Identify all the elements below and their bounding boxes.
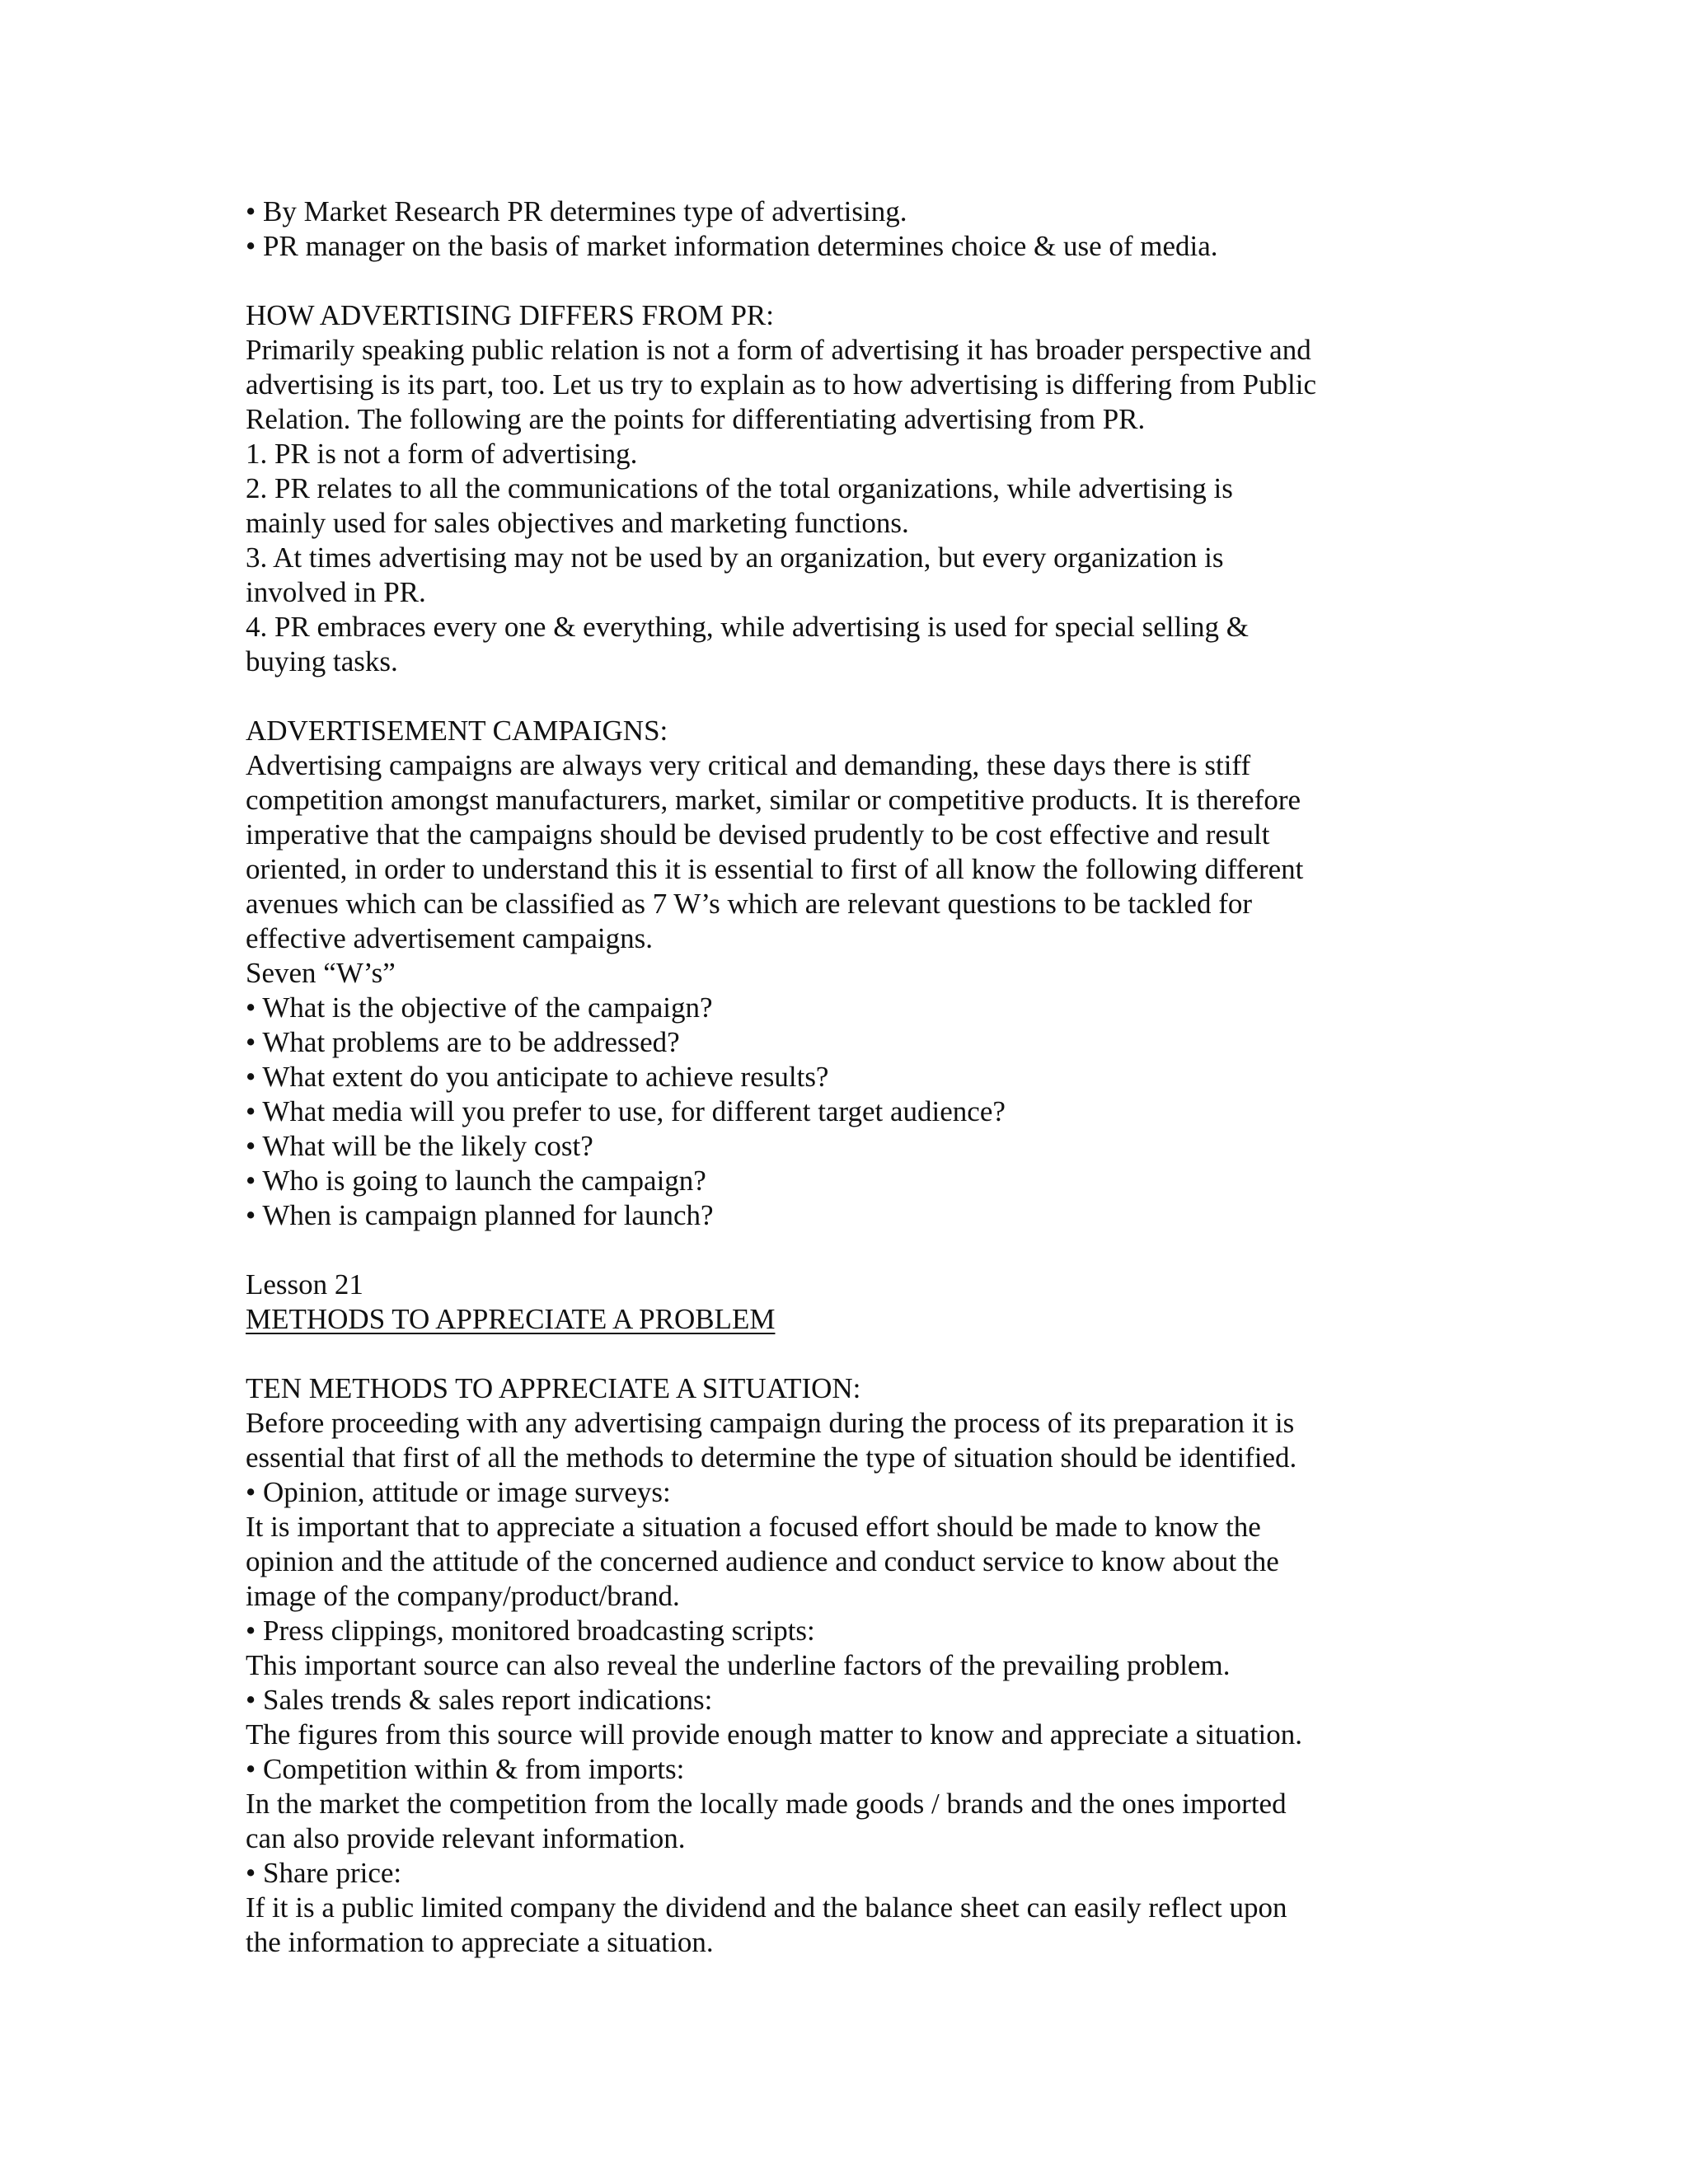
paragraph-line: Primarily speaking public relation is not a form of advertising it has broader perspective and (246, 334, 1311, 366)
paragraph-line: Seven “W’s” (246, 957, 396, 989)
paragraph-line: image of the company/product/brand. (246, 1580, 680, 1612)
bullet-item: • Share price: (246, 1857, 402, 1889)
paragraph-line: can also provide relevant information. (246, 1822, 686, 1854)
bullet-item: • By Market Research PR determines type of advertising. (246, 195, 907, 227)
bullet-item: • What extent do you anticipate to achieve results? (246, 1061, 829, 1093)
bullet-item: • What is the objective of the campaign? (246, 991, 713, 1024)
paragraph-line: essential that first of all the methods to determine the type of situation should be identified. (246, 1441, 1297, 1474)
section-heading: TEN METHODS TO APPRECIATE A SITUATION: (246, 1372, 861, 1404)
bullet-item: • When is campaign planned for launch? (246, 1199, 714, 1231)
paragraph-line: competition amongst manufacturers, market, similar or competitive products. It is therefore (246, 784, 1301, 816)
blank-line (246, 679, 1449, 714)
bullet-item: • Press clippings, monitored broadcasting scripts: (246, 1615, 815, 1647)
numbered-item: 1. PR is not a form of advertising. (246, 438, 638, 470)
paragraph-line: imperative that the campaigns should be devised prudently to be cost effective and result (246, 818, 1270, 851)
bullet-item: • What will be the likely cost? (246, 1130, 593, 1162)
paragraph-line: This important source can also reveal the underline factors of the prevailing problem. (246, 1649, 1231, 1681)
bullet-item: • Sales trends & sales report indications: (246, 1684, 713, 1716)
bullet-item: • Opinion, attitude or image surveys: (246, 1476, 671, 1508)
paragraph-line: opinion and the attitude of the concerned audience and conduct service to know about the (246, 1545, 1279, 1577)
bullet-item: • Who is going to launch the campaign? (246, 1165, 706, 1197)
document-body (246, 194, 1449, 1960)
paragraph-line: The figures from this source will provide enough matter to know and appreciate a situation. (246, 1718, 1302, 1750)
bullet-item: • What problems are to be addressed? (246, 1026, 680, 1058)
paragraph-line: mainly used for sales objectives and marketing functions. (246, 507, 909, 539)
bullet-item: • What media will you prefer to use, for different target audience? (246, 1095, 1006, 1127)
numbered-item: 2. PR relates to all the communications of the total organizations, while advertising is (246, 472, 1233, 504)
bullet-item: • PR manager on the basis of market information determines choice & use of media. (246, 230, 1218, 262)
paragraph-line: If it is a public limited company the dividend and the balance sheet can easily reflect upon (246, 1891, 1287, 1924)
paragraph-line: avenues which can be classified as 7 W’s which are relevant questions to be tackled for (246, 888, 1253, 920)
numbered-item: 4. PR embraces every one & everything, while advertising is used for special selling & (246, 611, 1249, 643)
lesson-title: METHODS TO APPRECIATE A PROBLEM (246, 1303, 776, 1335)
bullet-item: • Competition within & from imports: (246, 1753, 685, 1785)
paragraph-line: In the market the competition from the locally made goods / brands and the ones imported (246, 1788, 1287, 1820)
section-heading: ADVERTISEMENT CAMPAIGNS: (246, 715, 668, 747)
blank-line (246, 264, 1449, 298)
lesson-label: Lesson 21 (246, 1268, 363, 1301)
paragraph-line: Advertising campaigns are always very critical and demanding, these days there is stiff (246, 749, 1251, 781)
numbered-item: 3. At times advertising may not be used by an organization, but every organization is (246, 541, 1224, 574)
paragraph-line: oriented, in order to understand this it is essential to first of all know the following different (246, 853, 1304, 885)
paragraph-line: Relation. The following are the points for differentiating advertising from PR. (246, 403, 1146, 435)
paragraph-line: Before proceeding with any advertising campaign during the process of its preparation it is (246, 1407, 1295, 1439)
paragraph-line: effective advertisement campaigns. (246, 922, 653, 954)
paragraph-line: It is important that to appreciate a situation a focused effort should be made to know the (246, 1511, 1261, 1543)
section-heading: HOW ADVERTISING DIFFERS FROM PR: (246, 299, 774, 331)
paragraph-line: involved in PR. (246, 576, 426, 608)
paragraph-line: the information to appreciate a situation. (246, 1926, 714, 1958)
paragraph-line: advertising is its part, too. Let us try to explain as to how advertising is differing from Public (246, 368, 1317, 401)
paragraph-line: buying tasks. (246, 645, 398, 677)
blank-line (246, 1233, 1449, 1268)
blank-line (246, 1337, 1449, 1371)
